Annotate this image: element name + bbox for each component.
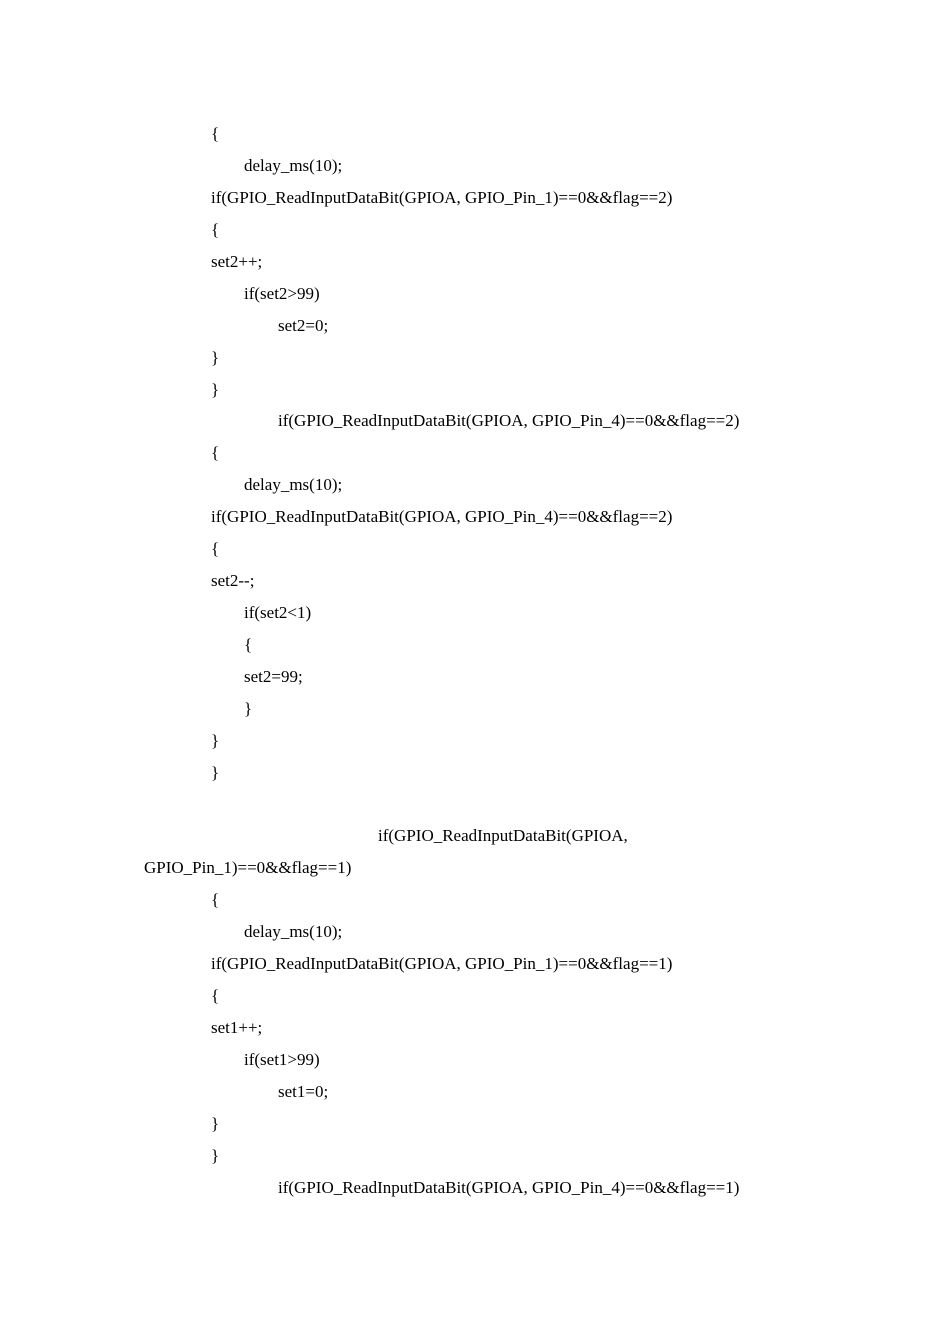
code-line: if(set1>99) (244, 1050, 320, 1069)
code-line: set2=0; (278, 316, 329, 335)
code-line: { (211, 443, 220, 462)
code-line: set1++; (211, 1018, 263, 1037)
code-line: { (211, 124, 220, 143)
code-line: } (211, 1146, 220, 1165)
code-line: if(GPIO_ReadInputDataBit(GPIOA, (378, 826, 628, 845)
code-line: } (211, 1114, 220, 1133)
code-line: set2++; (211, 252, 263, 271)
code-line: set2=99; (244, 667, 303, 686)
code-line: { (211, 986, 220, 1005)
code-line: { (211, 220, 220, 239)
code-line: } (211, 348, 220, 367)
code-line: if(set2>99) (244, 284, 320, 303)
code-line: delay_ms(10); (244, 475, 343, 494)
code-line: { (211, 890, 220, 909)
code-line: GPIO_Pin_1)==0&&flag==1) (144, 858, 352, 877)
code-line: } (211, 731, 220, 750)
code-line: if(GPIO_ReadInputDataBit(GPIOA, GPIO_Pin_4)==0&&flag==2) (211, 507, 673, 526)
code-line: } (211, 380, 220, 399)
code-line: { (211, 539, 220, 558)
code-line: if(set2<1) (244, 603, 312, 622)
code-line: } (244, 699, 253, 718)
code-line: set2--; (211, 571, 255, 590)
code-line: { (244, 635, 253, 654)
code-line: if(GPIO_ReadInputDataBit(GPIOA, GPIO_Pin_1)==0&&flag==2) (211, 188, 673, 207)
code-line: set1=0; (278, 1082, 329, 1101)
code-line: if(GPIO_ReadInputDataBit(GPIOA, GPIO_Pin_4)==0&&flag==2) (278, 411, 740, 430)
code-line: if(GPIO_ReadInputDataBit(GPIOA, GPIO_Pin_1)==0&&flag==1) (211, 954, 673, 973)
code-line: } (211, 763, 220, 782)
code-line: delay_ms(10); (244, 922, 343, 941)
code-line: if(GPIO_ReadInputDataBit(GPIOA, GPIO_Pin_4)==0&&flag==1) (278, 1178, 740, 1197)
code-line: delay_ms(10); (244, 156, 343, 175)
